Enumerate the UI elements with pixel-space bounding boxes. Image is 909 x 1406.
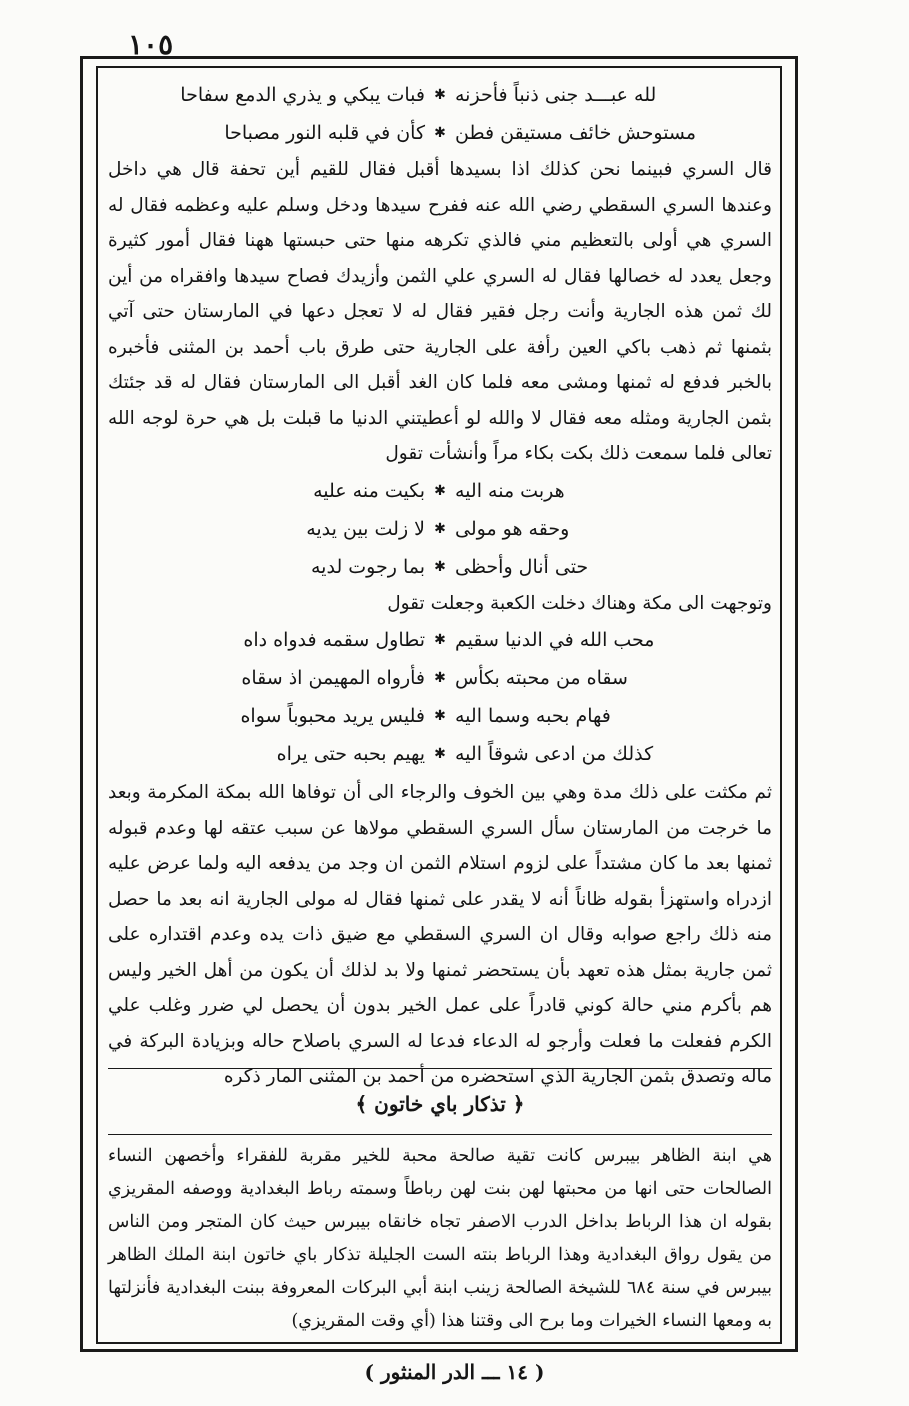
verse-hemistich: حتى أنال وأحظى — [455, 555, 589, 578]
star-separator-icon: ✱ — [434, 482, 446, 499]
star-separator-icon: ✱ — [434, 746, 446, 762]
paragraph-biography: هي ابنة الظاهر بيبرس كانت تقية صالحة محبة للخير مقربة للفقراء وأخصهن النساء الصالحات حتى انها من محبتها لهن بنت لهن رباطاً وسمته رباط البغدادية ووصفه المقريزي بقوله ان هذا الرباط بداخل الدرب الاصفر تجاه خانقاه بيبرس حيث كان المتجر ومن الناس من يقول رواق البغدادية وهذا الرباط بنته الست الجليلة تذكار باي خاتون ابنة الملك الظاهر بيبرس في سنة ٦٨٤ للشيخة الصالحة زينب ابنة أبي البركات المعروفة ببنت البغدادية فأنزلتها به ومعها النساء الخيرات وما برح الى وقتنا هذا (أي وقت المقريزي) — [108, 1146, 772, 1331]
verse-hemistich: بما رجوت لديه — [311, 555, 425, 578]
star-separator-icon: ✱ — [434, 125, 446, 141]
verse-hemistich: هربت منه اليه — [455, 479, 565, 502]
verse-row — [108, 510, 772, 548]
verse-row — [108, 548, 772, 586]
verse-hemistich: تطاول سقمه فدواه داه — [243, 629, 425, 651]
verse-hemistich: كذلك من ادعى شوقاً اليه — [455, 743, 654, 765]
verse-hemistich: وحقه هو مولى — [455, 517, 570, 540]
page-number: ١٠٥ — [128, 28, 174, 61]
star-separator-icon: ✱ — [434, 558, 446, 575]
verses-group-2 — [108, 472, 772, 586]
verse-row — [108, 659, 772, 697]
verse-hemistich: يهيم بحبه حتى يراه — [276, 743, 425, 765]
verse-hemistich: فأرواه المهيمن اذ سقاه — [241, 667, 425, 689]
verse-hemistich: فبات يبكي و يذري الدمع سفاحا — [180, 84, 425, 106]
verse-row — [108, 735, 772, 773]
paragraph-aftermath: ثم مكثت على ذلك مدة وهي بين الخوف والرجاء الى أن توفاها الله بمكة المكرمة وبعد ما خرجت من المارستان سأل السري السقطي مولاها عن سبب عتقه لها وعدم قبوله ثمنها بعد ما كان مشتداً على لزوم استلام الثمن ان وجد من يدفعه اليه ولما عرض عليه ازدراه واستهزأ بقوله ظاناً أنه لا يقدر على ثمنها فقال له مولى الجارية انه بعد ما حصل منه ذلك راجع صوابه وقال ان السري السقطي مع ضيق ذات يده وعدم اقتداره على ثمن جارية بمثل هذه تعهد بأن يستحضر ثمنها ولا بد لذلك أن يكون من أهل الخير وليس هم بأكرم مني حالة كوني قادراً على عمل الخير بدون أن يحصل لي ضرر وغلب علي الكرم ففعلت ما فعلت وأرجو له الدعاء فدعا له السري باصلاح حاله وبزيادة البركة في ماله وتصدق بثمن الجارية الذي استحضره من أحمد بن المثنى المار ذكره — [108, 782, 772, 1087]
verse-hemistich: سقاه من محبته بكأس — [455, 667, 628, 689]
verse-hemistich: لا زلت بين يديه — [306, 517, 425, 540]
verse-hemistich: لله عبـــد جنى ذنباً فأحزنه — [455, 84, 657, 106]
section-divider — [108, 1068, 772, 1069]
verse-hemistich: محب الله في الدنيا سقيم — [455, 629, 655, 651]
verse-row — [108, 114, 772, 152]
star-separator-icon: ✱ — [434, 87, 446, 103]
footer-signature: ( ١٤ ـــ الدر المنثور ) — [364, 1360, 545, 1384]
star-separator-icon: ✱ — [434, 670, 446, 686]
star-separator-icon: ✱ — [434, 708, 446, 724]
verses-group-3 — [108, 621, 772, 773]
verse-row — [108, 697, 772, 735]
verse-hemistich: بكيت منه عليه — [313, 479, 425, 502]
section-divider — [108, 1134, 772, 1135]
page-content — [108, 72, 772, 1336]
verse-row — [108, 472, 772, 510]
section-heading: ﴿ تذكار باي خاتون ﴾ — [355, 1092, 525, 1116]
opening-verses — [108, 76, 772, 152]
verse-row — [108, 621, 772, 659]
paragraph-story: قال السري فبينما نحن كذلك اذا بسيدها أقبل فقال للقيم أين تحفة قال هي داخل وعندها السري السقطي رضي الله عنه ففرح سيدها ودخل وسلم عليه وعظمه فقال له السري هي أولى بالتعظيم مني فالذي تكرهه منها حتى حبستها ههنا فقال أمور كثيرة وجعل يعدد له خصالها فقال له السري علي الثمن وأزيدك فصاح سيدها وافقراه من أين لك ثمن هذه الجارية وأنت رجل فقير فقال له لا تعجل دعها في المارستان حتى آتي بثمنها ثم ذهب باكي العين رأفة على الجارية حتى طرق باب أحمد بن المثنى فأخبره بالخبر فدفع له ثمنها ومشى معه فلما كان الغد أقبل الى المارستان فقال له قد جئتك بثمن الجارية ومثله معه فقال لا والله لو أعطيتني الدنيا ما قبلت بل هي حرة لوجه الله تعالى فلما سمعت ذلك بكت بكاء مراً وأنشأت تقول — [108, 159, 772, 464]
verse-hemistich: فهام بحبه وسما اليه — [455, 705, 611, 727]
verse-hemistich: كأن في قلبه النور مصباحا — [224, 122, 425, 144]
star-separator-icon: ✱ — [434, 632, 446, 648]
verse-row — [108, 76, 772, 114]
verse-hemistich: فليس يريد محبوباً سواه — [240, 705, 425, 727]
verse-hemistich: مستوحش خائف مستيقن فطن — [455, 122, 697, 144]
line-mecca: وتوجهت الى مكة وهناك دخلت الكعبة وجعلت تقول — [387, 592, 772, 614]
star-separator-icon: ✱ — [434, 520, 446, 537]
